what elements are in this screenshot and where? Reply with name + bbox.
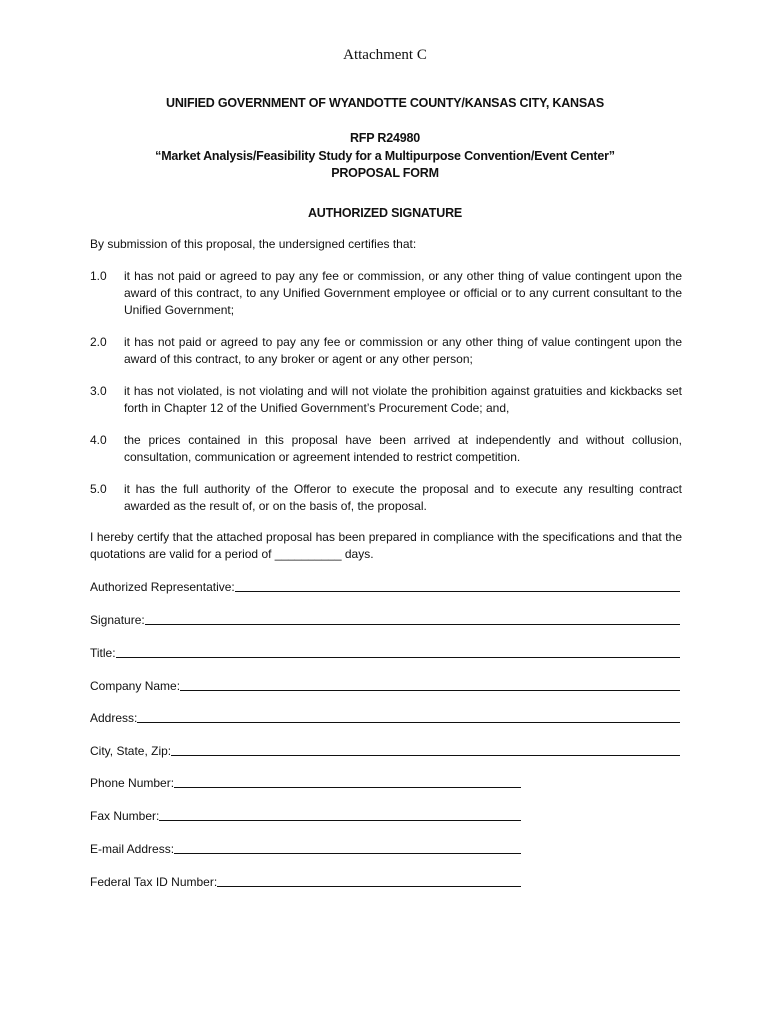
field-label: Authorized Representative: [90, 580, 235, 594]
attachment-label: Attachment C [343, 47, 427, 63]
field-label: Federal Tax ID Number: [90, 875, 218, 889]
field-label: Company Name: [90, 679, 181, 693]
certification-item [90, 268, 682, 319]
certification-item [90, 383, 682, 417]
federal-tax-id-field[interactable] [90, 871, 521, 889]
item-number: 1.0 [90, 269, 107, 283]
intro-text: By submission of this proposal, the undersigned certifies that: [90, 237, 417, 251]
field-label: Fax Number: [90, 809, 160, 823]
item-text: it has not paid or agreed to pay any fee or commission or any other thing of value contingent upon the award of this contract, to any broker or agent or any other person; [124, 335, 682, 366]
certification-item [90, 334, 682, 368]
certification-item [90, 481, 682, 515]
item-text: it has not violated, is not violating and will not violate the prohibition against gratuities and kickbacks set forth in Chapter 12 of the Unified Government’s Procurement Code; and, [124, 384, 682, 415]
item-text: it has the full authority of the Offeror to execute the proposal and to execute any resulting contract awarded as the result of, or on the basis of, the proposal. [124, 482, 682, 513]
field-label: City, State, Zip: [90, 744, 172, 758]
item-text: the prices contained in this proposal have been arrived at independently and without collusion, consultation, communication or agreement intended to restrict competition. [124, 433, 682, 464]
field-label: Address: [90, 711, 138, 725]
signature-line[interactable] [137, 722, 680, 723]
fax-number-field[interactable] [90, 805, 521, 823]
field-label: Phone Number: [90, 776, 175, 790]
rfp-title: “Market Analysis/Feasibility Study for a Multipurpose Convention/Event Center” [155, 149, 615, 163]
field-label: Title: [90, 646, 116, 660]
form-title: PROPOSAL FORM [331, 166, 439, 180]
item-number: 3.0 [90, 384, 107, 398]
item-number: 2.0 [90, 335, 107, 349]
phone-number-field[interactable] [90, 772, 521, 790]
field-label: Signature: [90, 613, 145, 627]
signature-line[interactable] [180, 690, 680, 691]
section-title: AUTHORIZED SIGNATURE [307, 206, 463, 220]
signature-line[interactable] [116, 657, 680, 658]
address-field[interactable] [90, 707, 680, 725]
signature-line[interactable] [159, 820, 521, 821]
email-address-field[interactable] [90, 838, 521, 856]
signature-line[interactable] [145, 624, 680, 625]
signature-line[interactable] [235, 591, 680, 592]
signature-line[interactable] [174, 853, 521, 854]
signature-line[interactable] [217, 886, 521, 887]
title-field[interactable] [90, 642, 680, 660]
item-number: 5.0 [90, 482, 107, 496]
signature-line[interactable] [174, 787, 521, 788]
certification-statement: I hereby certify that the attached proposal has been prepared in compliance with the specifications and that the quotations are valid for a period of __________ days. [90, 530, 682, 561]
item-number: 4.0 [90, 433, 107, 447]
organization-heading: UNIFIED GOVERNMENT OF WYANDOTTE COUNTY/KANSAS CITY, KANSAS [166, 96, 604, 110]
field-label: E-mail Address: [90, 842, 175, 856]
signature-line[interactable] [171, 755, 680, 756]
city-state-zip-field[interactable] [90, 740, 680, 758]
item-text: it has not paid or agreed to pay any fee or commission, or any other thing of value contingent upon the award of this contract, to any Unified Government employee or official or to any current consultant to the Unified Government; [124, 269, 682, 317]
rfp-number: RFP R24980 [349, 131, 421, 145]
authorized-representative-field[interactable] [90, 576, 680, 594]
signature-field[interactable] [90, 609, 680, 627]
company-name-field[interactable] [90, 675, 680, 693]
certification-item [90, 432, 682, 466]
